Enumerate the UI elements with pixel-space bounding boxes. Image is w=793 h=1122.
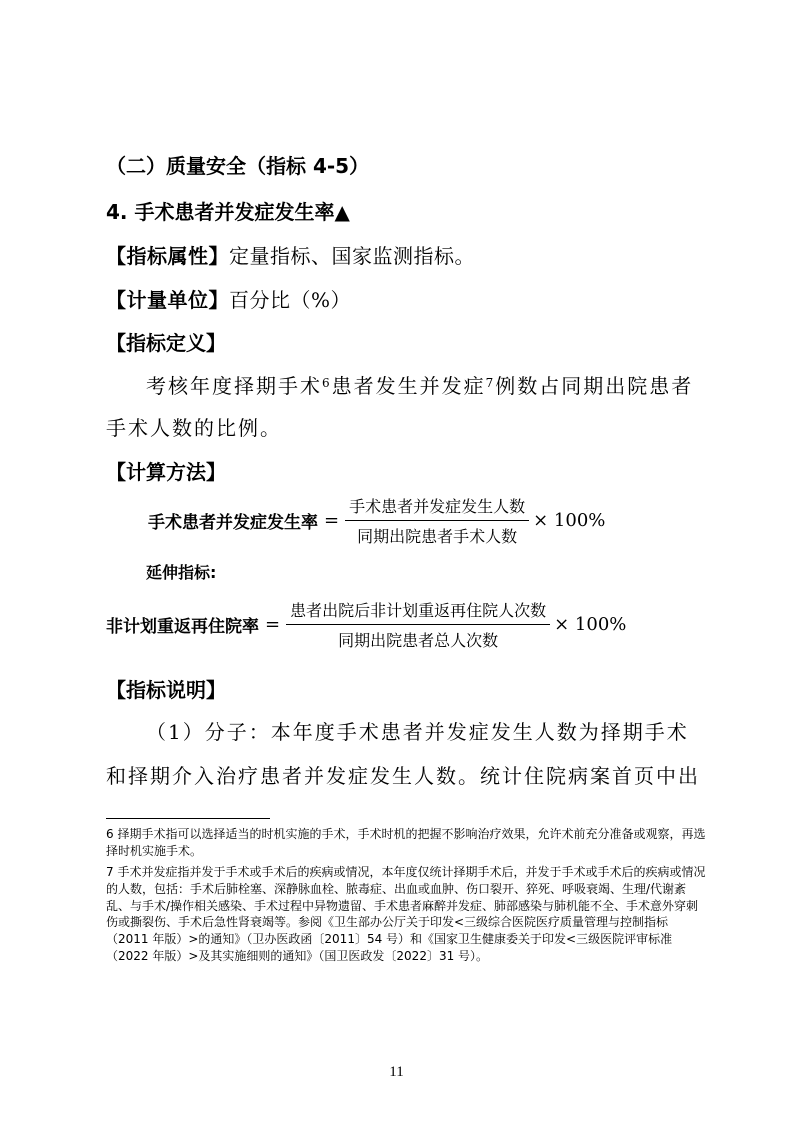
formula1-denominator: 同期出院患者手术人数 (357, 527, 518, 546)
formula2-numerator: 患者出院后非计划重返再住院人次数 (286, 598, 550, 625)
formula1-fraction (345, 494, 529, 547)
footnote-divider (106, 818, 270, 819)
definition-label: 【指标定义】 (106, 331, 226, 355)
attr-value: 定量指标、国家监测指标。 (229, 244, 475, 268)
definition-text-a: 考核年度择期手术 (146, 374, 322, 398)
formula2-equals: = (265, 614, 281, 635)
definition-line-1 (146, 370, 693, 399)
formula1-multiplier: × 100% (533, 510, 606, 531)
formula-readmission-rate (106, 598, 626, 651)
page-number: 11 (389, 1064, 404, 1080)
footnote-ref-7: 7 (485, 376, 496, 390)
formula2-fraction (286, 598, 550, 651)
calc-label: 【计算方法】 (106, 460, 226, 484)
formula-complication-rate (148, 494, 605, 547)
formula1-equals: = (324, 510, 340, 531)
definition-text-c: 例数占同期出院患者 (495, 374, 694, 398)
explain-line-1: （1）分子：本年度手术患者并发症发生人数为择期手术 (146, 720, 689, 744)
formula1-name: 手术患者并发症发生率 (148, 513, 318, 533)
unit-label: 【计量单位】 (106, 288, 229, 312)
unit-value: 百分比（%） (229, 288, 352, 312)
definition-text-b: 患者发生并发症 (331, 374, 486, 398)
unit-row (106, 284, 351, 313)
footnote-6: 6 择期手术指可以选择适当的时机实施的手术，手术时机的把握不影响治疗效果，允许术前充分准备或观察，再选择时机实施手术。 (106, 827, 706, 858)
explain-line-2: 和择期介入治疗患者并发症发生人数。统计住院病案首页中出 (106, 764, 700, 788)
definition-line-2: 手术人数的比例。 (106, 416, 282, 440)
extended-label: 延伸指标: (146, 563, 217, 582)
attr-label: 【指标属性】 (106, 244, 229, 268)
section-heading: （二）质量安全（指标 4-5） (106, 154, 370, 178)
attr-row (106, 240, 475, 269)
footnote-7: 7 手术并发症指并发于手术或手术后的疾病或情况，本年度仅统计择期手术后，并发于手术或手术后的疾病或情况的人数，包括：手术后肺栓塞、深静脉血栓、脓毒症、出血或血肿、伤口裂开、猝死、呼吸衰竭、生理/代谢紊乱、与手术/操作相关感染、手术过程中异物遗留、手术患者麻醉并发症、肺部感染与肺机能不全、手术意外穿刺伤或撕裂伤、手术后急性肾衰竭等。参阅《卫生部办公厅关于印发<三级综合医院医疗质量管理与控制指标（2011 年版）>的通知》（卫办医政函〔2011〕54 号）和《国家卫生健康委关于印发<三级医院评审标准（2022 年版）>及其实施细则的通知》（国卫医政发〔2022〕31 号）。 (106, 865, 706, 963)
formula2-multiplier: × 100% (554, 614, 627, 635)
formula2-name: 非计划重返再住院率 (106, 617, 259, 637)
formula1-numerator: 手术患者并发症发生人数 (345, 494, 529, 521)
indicator-title: 4. 手术患者并发症发生率▲ (106, 200, 350, 224)
formula2-denominator: 同期出院患者总人次数 (338, 631, 499, 650)
footnote-ref-6: 6 (322, 376, 332, 390)
explain-label: 【指标说明】 (106, 678, 226, 702)
